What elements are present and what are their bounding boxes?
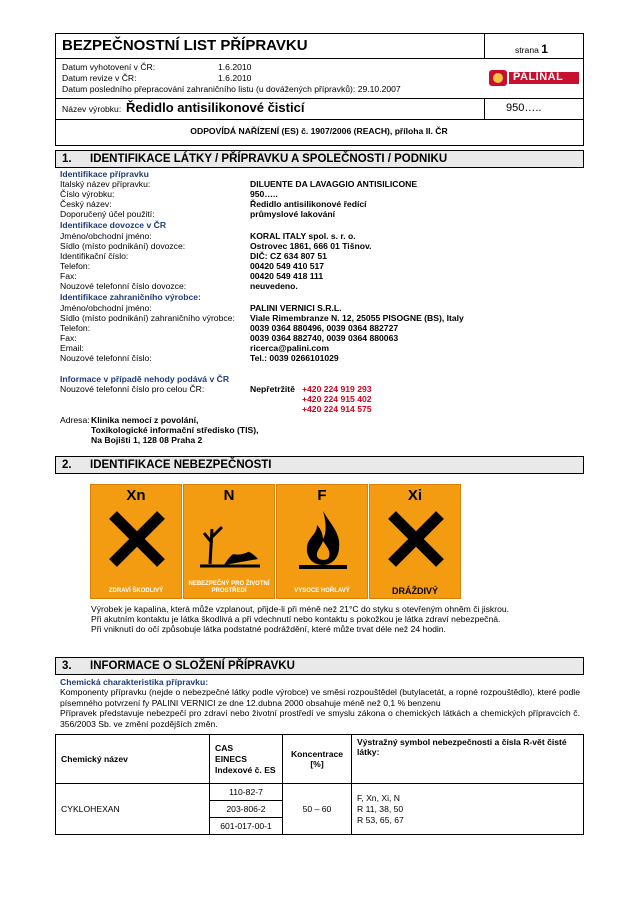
pictogram-symbol: N: [223, 487, 235, 504]
prep-value: průmyslové lakování: [250, 209, 336, 219]
manufacturer-label: Sídlo (místo podnikání) zahraničního výrobce:: [60, 313, 235, 323]
composition-paragraph: Přípravek představuje nebezpečí pro zdraví nebo životní prostředí ve smyslu zákona o chemických látkách a chemických přípravcích č. 356/2003 Sb. ve změní pozdějších změn.: [60, 708, 580, 729]
pictogram-caption: ZDRAVÍ ŠKODLIVÝ: [108, 588, 164, 594]
date-revision: 1.6.2010: [218, 73, 252, 83]
page-number: 1: [541, 42, 548, 56]
emergency-number: +420 224 919 293: [302, 384, 372, 394]
importer-label: Fax:: [60, 271, 77, 281]
date-revision-label: Datum revize v ČR:: [62, 73, 137, 83]
header-divider-2: [55, 98, 584, 99]
manufacturer-value: Viale Rimembranze N. 12, 25055 PISOGNE (BS), Italy: [250, 313, 464, 323]
cell-einecs: 203-806-2: [210, 801, 282, 818]
manufacturer-heading: Identifikace zahraničního výrobce:: [60, 292, 201, 302]
emergency-label: Nouzové telefonní číslo pro celou ČR:: [60, 384, 205, 394]
pictogram-symbol: Xn: [126, 487, 146, 504]
emergency-value-label: Nepřetržitě: [250, 384, 295, 394]
prep-heading: Identifikace přípravku: [60, 169, 149, 179]
hazard-pictogram-xi: [369, 484, 461, 599]
pictogram-caption: NEBEZPEČNÝ PRO ŽIVOTNÍ PROSTŘEDÍ: [188, 581, 270, 594]
product-label: Název výrobku:: [62, 104, 122, 114]
regulation-note: ODPOVÍDÁ NAŘÍZENÍ (ES) č. 1907/2006 (REACH), příloha II. ČR: [190, 126, 448, 136]
section-1-number: 1.: [62, 153, 72, 165]
cell-hazard-symbols: [352, 784, 584, 835]
header-vline-1: [484, 33, 485, 58]
hazard-symbol-line: F, Xn, Xi, N: [357, 792, 400, 803]
importer-value: Ostrovec 1861, 666 01 Tišnov.: [250, 241, 372, 251]
hazard-statement: Při akutním kontaktu je látka škodlivá a při vdechnutí nebo kontaktu s pokožkou je látka zdraví nebezpečná.: [91, 614, 501, 624]
palinal-logo-text: PALINAL: [513, 71, 564, 83]
palinal-logo: [489, 69, 579, 87]
cell-identifiers: [210, 784, 283, 835]
hazard-pictogram-f: [276, 484, 368, 599]
importer-heading: Identifikace dovozce v ČR: [60, 220, 167, 230]
section-3-title: INFORMACE O SLOŽENÍ PŘÍPRAVKU: [90, 660, 295, 672]
table-row: [56, 784, 584, 835]
last-foreign-revision: Datum posledního přepracování zahraničního listu (u dovážených přípravků): 29.10.2007: [62, 84, 401, 94]
composition-paragraph: Komponenty přípravku (nejde o nebezpečné látky podle výrobce) ve směsi rozpouštědel (butylacetát, a ropné rozpouštědlo), které podle písemného potvrzení fy PALINI VERNICI ze dne 12.dubna 2000 obsahuje méně než 0,1 % benzenu: [60, 687, 580, 708]
section-1-header: [55, 150, 584, 168]
importer-label: Sídlo (místo podnikání) dovozce:: [60, 241, 186, 251]
importer-value: neuvedeno.: [250, 281, 298, 291]
pictogram-caption: VYSOCE HOŘLAVÝ: [294, 588, 350, 594]
prep-label: Číslo výrobku:: [60, 189, 115, 199]
cross-icon: [107, 509, 167, 569]
emergency-number: +420 224 915 402: [302, 394, 372, 404]
flame-icon: [293, 509, 353, 569]
cell-chemical-name: CYKLOHEXAN: [56, 784, 210, 835]
manufacturer-value: 0039 0364 882740, 0039 0364 880063: [250, 333, 399, 343]
chem-heading: Chemická charakteristika přípravku:: [60, 677, 209, 687]
section-2-header: [55, 456, 584, 474]
section-3-number: 3.: [62, 660, 72, 672]
prep-value: 950…..: [250, 189, 278, 199]
importer-value: KORAL ITALY spol. s. r. o.: [250, 231, 356, 241]
date-issue: 1.6.2010: [218, 62, 252, 72]
hazard-pictogram-xn: [90, 484, 182, 599]
composition-table: [55, 734, 584, 835]
cell-cas: 110-82-7: [210, 784, 282, 801]
section-2-title: IDENTIFIKACE NEBEZPEČNOSTI: [90, 459, 272, 471]
emergency-heading: Informace v případě nehody podává v ČR: [60, 374, 230, 384]
manufacturer-value[interactable]: ricerca@palini.com: [250, 343, 330, 353]
manufacturer-label: Fax:: [60, 333, 77, 343]
hazard-statement: Výrobek je kapalina, která může vzplanout, přijde-li při méně než 21°C do styku s otevřeným ohněm či jiskrou.: [91, 604, 510, 614]
hazard-symbol-line: R 11, 38, 50: [357, 803, 404, 814]
section-1-title: IDENTIFIKACE LÁTKY / PŘÍPRAVKU A SPOLEČNOSTI / PODNIKU: [90, 153, 448, 165]
importer-value: 00420 549 410 517: [250, 261, 325, 271]
cross-icon: [386, 509, 446, 569]
environment-icon: [200, 509, 260, 569]
prep-label: Italský název přípravku:: [60, 179, 151, 189]
header-einecs: EINECS: [215, 753, 247, 764]
importer-label: Telefon:: [60, 261, 91, 271]
header-chemical-name: Chemický název: [56, 735, 210, 784]
address-label: Adresa:: [60, 415, 90, 425]
header-concentration: Koncentrace [%]: [283, 735, 352, 784]
manufacturer-value: PALINI VERNICI S.R.L.: [250, 303, 342, 313]
product-code: 950…..: [506, 102, 542, 114]
cell-index: 601-017-00-1: [220, 821, 272, 831]
importer-label: Identifikační číslo:: [60, 251, 129, 261]
header-hazard-symbol: Výstražný symbol nebezpečnosti a čísla R-vět čisté látky:: [352, 735, 584, 784]
product-name: Ředidlo antisilikonové čisticí: [126, 100, 305, 115]
table-header-row: [56, 735, 584, 784]
page-indicator: [515, 42, 548, 56]
manufacturer-value: Tel.: 0039 0266101029: [250, 353, 339, 363]
header-divider-3: [55, 119, 584, 120]
manufacturer-label: Jméno/obchodní jméno:: [60, 303, 152, 313]
importer-value: DIČ: CZ 634 807 51: [250, 251, 327, 261]
pictogram-caption: DRÁŽDIVÝ: [391, 586, 438, 596]
header-divider-1: [55, 58, 584, 59]
importer-value: 00420 549 418 111: [250, 271, 324, 281]
address-line: Klinika nemocí z povolání,: [91, 415, 199, 425]
pictogram-symbol: F: [317, 487, 327, 504]
manufacturer-label: Telefon:: [60, 323, 91, 333]
pictogram-symbol: Xi: [407, 487, 423, 504]
page-label: strana: [515, 45, 539, 55]
hazard-statement: Při vniknutí do očí způsobuje látka podstatné podráždění, které může trvat déle než 24 hodin.: [91, 624, 446, 634]
prep-value: Ředidlo antisilikonové ředící: [250, 199, 367, 209]
hazard-pictogram-n: [183, 484, 275, 599]
address-line: Toxikologické informační středisko (TIS),: [91, 425, 259, 435]
emergency-number: +420 224 914 575: [302, 404, 372, 414]
prep-value: DILUENTE DA LAVAGGIO ANTISILICONE: [250, 179, 418, 189]
cell-concentration: 50 – 60: [283, 784, 352, 835]
section-2-number: 2.: [62, 459, 72, 471]
header-index: Indexové č. ES: [215, 764, 276, 775]
prep-label: Doporučený účel použití:: [60, 209, 155, 219]
manufacturer-label: Email:: [60, 343, 84, 353]
section-3-header: [55, 657, 584, 675]
prep-label: Český název:: [60, 199, 112, 209]
header-vline-2: [484, 98, 485, 119]
importer-label: Jméno/obchodní jméno:: [60, 231, 152, 241]
header-cas: CAS: [215, 742, 234, 753]
date-issue-label: Datum vyhotovení v ČR:: [62, 62, 156, 72]
importer-label: Nouzové telefonní číslo dovozce:: [60, 281, 187, 291]
manufacturer-label: Nouzové telefonní číslo:: [60, 353, 152, 363]
header-identifiers: [210, 735, 283, 784]
document-title: BEZPEČNOSTNÍ LIST PŘÍPRAVKU: [62, 37, 308, 54]
manufacturer-value: 0039 0364 880496, 0039 0364 882727: [250, 323, 399, 333]
address-line: Na Bojišti 1, 128 08 Praha 2: [91, 435, 203, 445]
hazard-symbol-line: R 53, 65, 67: [357, 814, 404, 825]
